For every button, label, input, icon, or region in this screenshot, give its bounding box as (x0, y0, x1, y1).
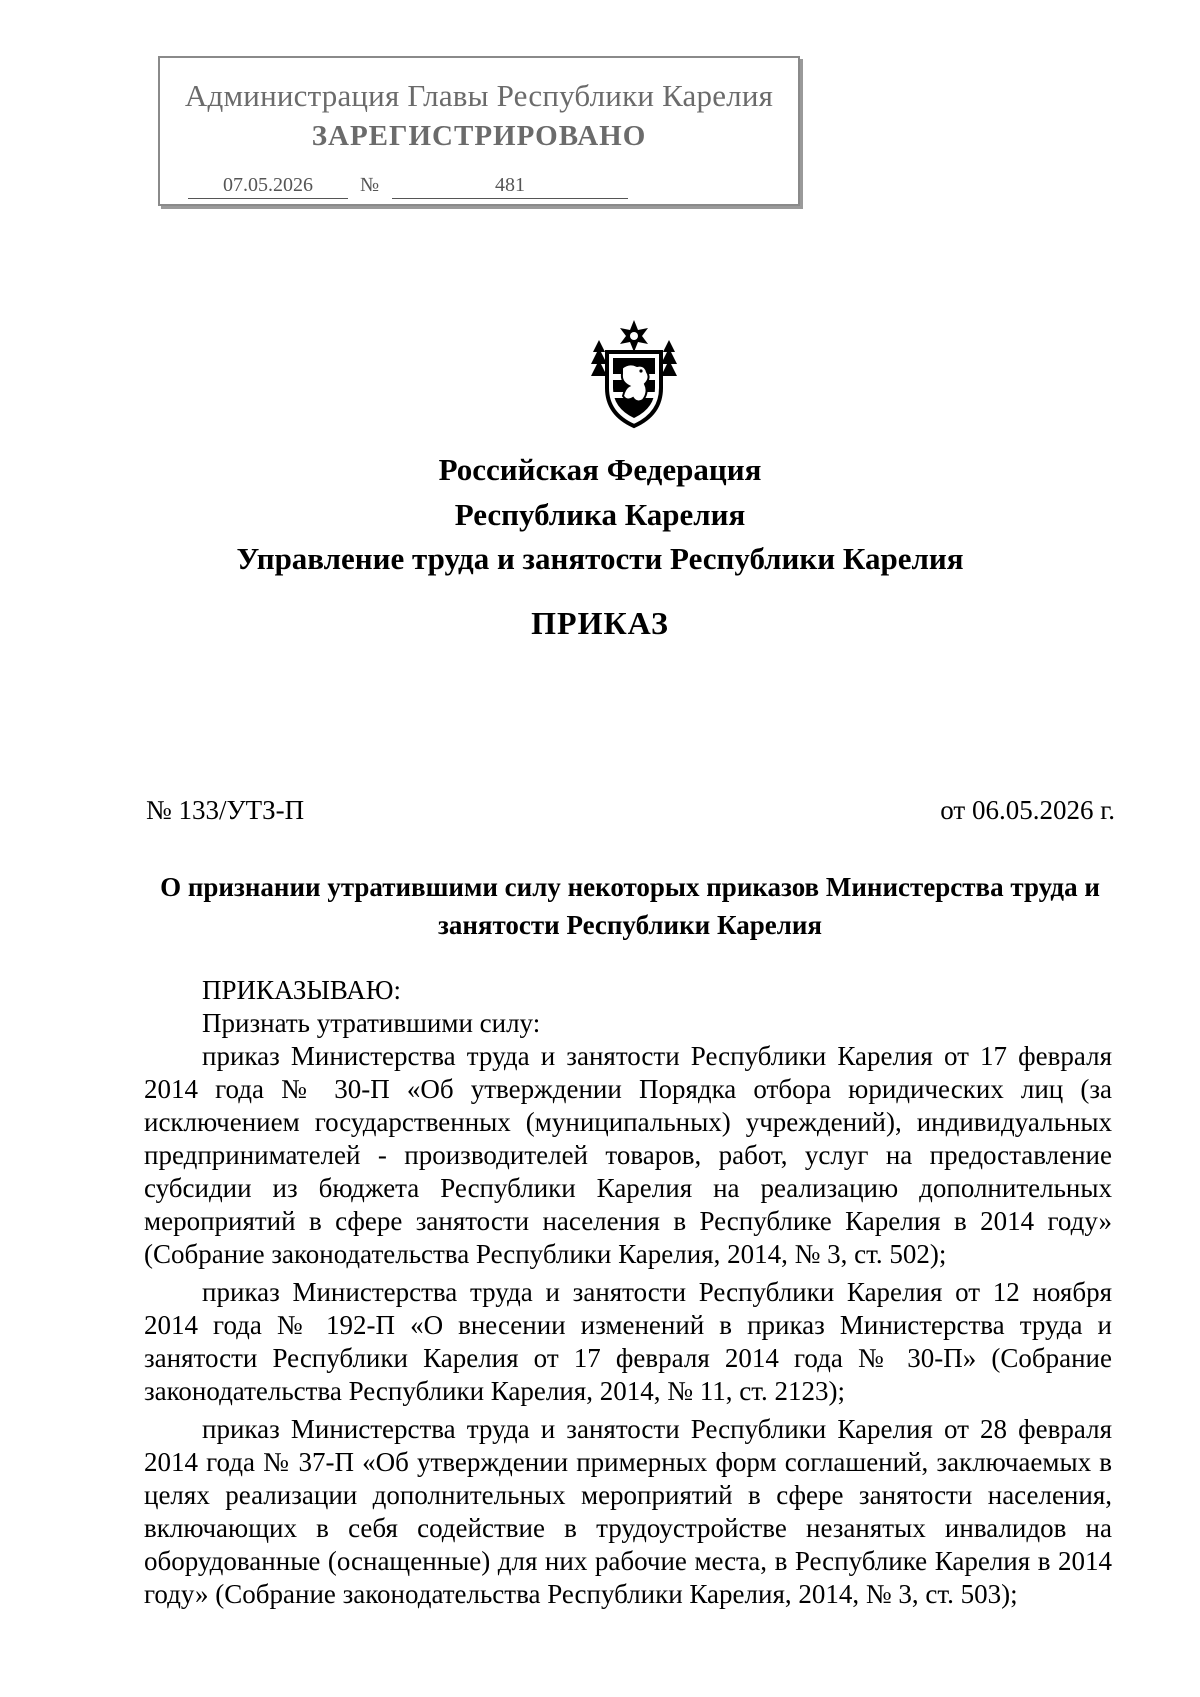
order-intro: Признать утратившими силу: (202, 1008, 541, 1038)
stamp-status: ЗАРЕГИСТРИРОВАНО (311, 120, 647, 152)
header-region: Республика Карелия (454, 497, 746, 532)
document-body (144, 974, 1112, 1611)
order-item: приказ Министерства труда и занятости Республики Карелия от 17 февраля 2014 года № 30-П «Об утверждении Порядка отбора юридических лиц (за исключением государственных (муниципальных) учреждений), индивидуальных предпринимателей - производителей товаров, работ, услуг на предоставление субсидии из бюджета Республики Карелия на реализацию дополнительных мероприятий в сфере занятости населения в Республике Карелия в 2014 году» (Собрание законодательства Республики Карелия, 2014, № 3, ст. 502); (144, 1041, 1112, 1269)
order-item: приказ Министерства труда и занятости Республики Карелия от 12 ноября 2014 года № 192-П «О внесении изменений в приказ Министерства труда и занятости Республики Карелия от 17 февраля 2014 года № 30-П» (Собрание законодательства Республики Карелия, 2014, № 11, ст. 2123); (144, 1277, 1112, 1406)
stamp-date: 07.05.2026 (188, 174, 348, 199)
order-item: приказ Министерства труда и занятости Республики Карелия от 28 февраля 2014 года № 37-П «Об утверждении примерных форм соглашений, заключаемых в целях реализации дополнительных мероприятий в сфере занятости населения, включающих в себя содействие в трудоустройстве незанятых инвалидов на оборудованные (оснащенные) для них рабочие места, в Республике Карелия в 2014 году» (Собрание законодательства Республики Карелия, 2014, № 3, ст. 503); (144, 1414, 1112, 1609)
document-number: № 133/УТЗ-П (146, 795, 305, 825)
karelia-coat-of-arms-icon (589, 318, 679, 430)
header-agency: Управление труда и занятости Республики Карелия (236, 541, 964, 576)
document-subject: О признании утратившими силу некоторых приказов Министерства труда и занятости Республики Карелия (160, 872, 1100, 940)
document-type: ПРИКАЗ (531, 605, 669, 641)
stamp-title: Администрация Главы Республики Карелия (184, 78, 774, 113)
stamp-number-sign: № (360, 174, 380, 196)
order-word: ПРИКАЗЫВАЮ: (202, 975, 401, 1005)
document-date: от 06.05.2026 г. (940, 795, 1115, 825)
registration-stamp (158, 56, 800, 206)
stamp-number: 481 (392, 174, 628, 199)
header-country: Российская Федерация (438, 452, 762, 487)
